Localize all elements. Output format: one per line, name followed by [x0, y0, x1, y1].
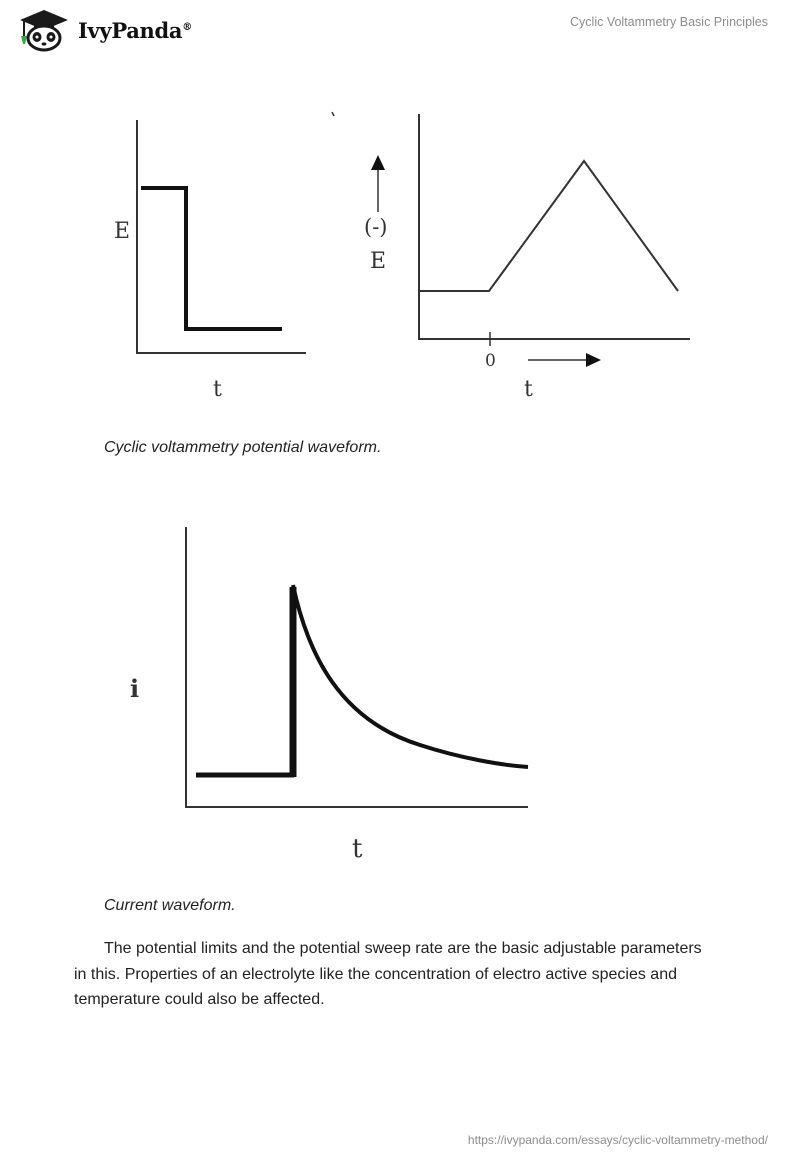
source-url-link[interactable]: https://ivypanda.com/essays/cyclic-voltammetry-method/	[467, 1133, 768, 1147]
brand-name: IvyPanda®	[78, 17, 192, 43]
right-xlabel: t	[524, 377, 533, 402]
right-ylabel: E	[370, 249, 387, 274]
current-xlabel: t	[352, 834, 363, 864]
figure1-caption: Cyclic voltammetry potential waveform.	[104, 439, 382, 456]
right-ylabel-sign: (-)	[364, 215, 388, 239]
panda-graduate-icon	[16, 8, 72, 52]
origin-label: 0	[485, 351, 496, 371]
current-ylabel: i	[130, 674, 140, 703]
current-waveform-figure	[120, 515, 550, 865]
body-paragraph: The potential limits and the potential sweep rate are the basic adjustable parameters in this. Properties of an electrolyte like the concentration of electro active species and temperature could also be affected.	[74, 940, 702, 1008]
figure2-caption: Current waveform.	[104, 897, 236, 914]
step-waveform-panel	[114, 112, 334, 402]
triangle-waveform-panel	[364, 114, 690, 402]
ivypanda-logo[interactable]	[16, 8, 192, 52]
potential-sweep-line	[419, 161, 678, 291]
up-arrow-icon	[371, 155, 385, 170]
document-title: Cyclic Voltammetry Basic Principles	[570, 15, 768, 29]
page-header	[0, 0, 800, 60]
left-ylabel: E	[114, 219, 131, 244]
potential-waveform-figure	[100, 100, 700, 410]
current-decay-curve	[293, 585, 528, 767]
potential-step-line	[141, 188, 282, 329]
left-xlabel: t	[213, 377, 222, 402]
right-arrow-icon	[586, 353, 601, 367]
registered-mark: ®	[182, 21, 192, 33]
